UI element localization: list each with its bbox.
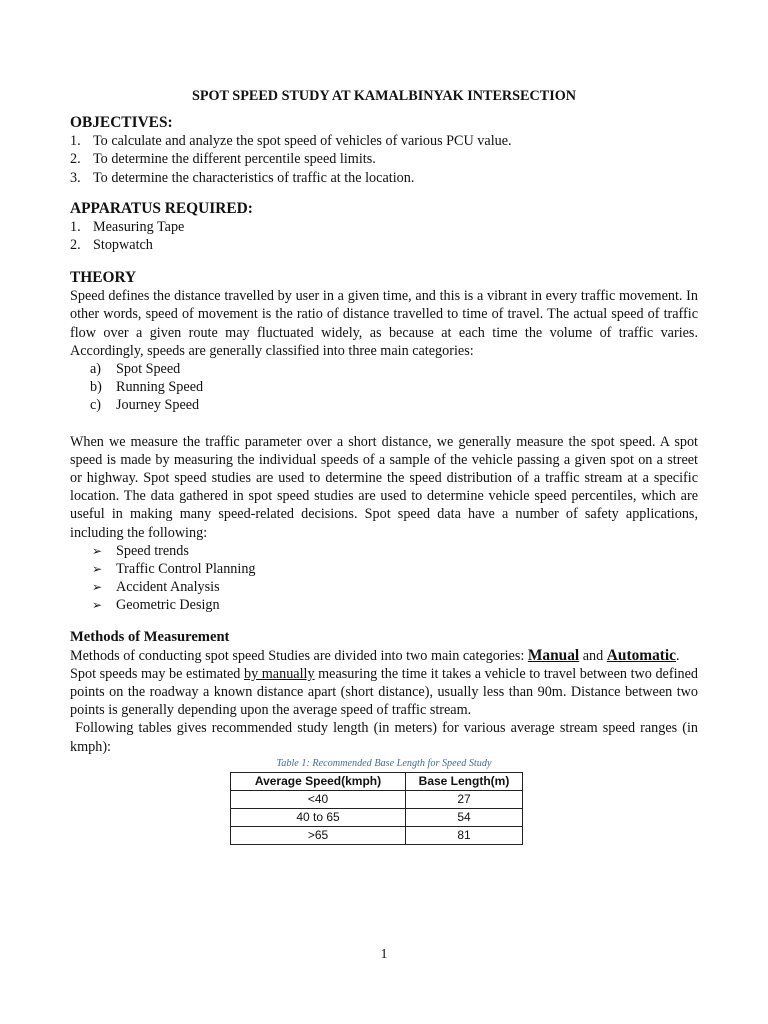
item-text: Running Speed (116, 379, 204, 396)
document-title: SPOT SPEED STUDY AT KAMALBINYAK INTERSECTION (191, 88, 577, 104)
table-cell: 40 to 65 (231, 808, 406, 826)
theory-paragraph-2: When we measure the traffic parameter over a short distance, we generally measure the spot speed. A spot speed is made by measuring the individual speeds of a sample of the vehicle passing a given spot on a street or highway. Spot speed studies are used to determine the speed distribution of a traffic stream at a specific location. The data gathered in spot speed studies are used to determine vehicle speed percentiles, which are useful in making many speed-related decisions. Spot speed data have a number of safety applications, including the following: (70, 433, 698, 541)
item-number: 3. (70, 169, 81, 186)
applications-list (70, 542, 698, 615)
table-cell: 27 (406, 790, 523, 808)
methods-intro-text: Methods of conducting spot speed Studies are divided into two main categories: (70, 647, 528, 664)
methods-heading: Methods of Measurement (70, 628, 230, 645)
arrow-bullet-icon: ➢ (92, 562, 103, 577)
list-item (70, 218, 698, 236)
list-item (70, 132, 698, 150)
methods-text-b: measuring the time it takes a vehicle to travel between two defined points on the roadway a known distance apart (short distance), usually less than 90m. Distance between two points is generally depending upon the average speed of traffic stream. (70, 665, 698, 719)
page-number: 1 (380, 947, 388, 962)
item-text: Traffic Control Planning (116, 561, 256, 578)
item-number: b) (90, 379, 102, 396)
list-item (70, 236, 698, 254)
item-text: Journey Speed (116, 397, 200, 414)
list-item (70, 560, 698, 578)
table-header-cell: Average Speed(kmph) (231, 772, 406, 790)
methods-intro (70, 647, 698, 665)
table-cell: 81 (406, 826, 523, 844)
item-text: To determine the characteristics of traffic at the location. (93, 169, 415, 186)
item-text: Spot Speed (116, 361, 181, 378)
apparatus-heading: APPARATUS REQUIRED: (70, 199, 253, 217)
list-item (70, 396, 698, 414)
item-number: c) (90, 397, 102, 414)
list-item (70, 360, 698, 378)
methods-text-a: Spot speeds may be estimated (70, 665, 244, 682)
list-item (70, 169, 698, 187)
item-text: Accident Analysis (116, 579, 220, 596)
table-row (231, 808, 523, 826)
by-manually-term: by manually (243, 665, 315, 682)
table-cell: >65 (231, 826, 406, 844)
arrow-bullet-icon: ➢ (92, 580, 103, 595)
item-text: Speed trends (116, 542, 189, 559)
period: . (676, 647, 680, 664)
item-text: Measuring Tape (93, 218, 185, 235)
item-number: a) (90, 361, 102, 378)
table-header-row (231, 772, 523, 790)
theory-paragraph-1: Speed defines the distance travelled by user in a given time, and this is a vibrant in every traffic movement. In other words, speed of movement is the ratio of distance travelled to time of travel. The actual speed of traffic flow over a given route may fluctuated widely, as because at each time the volume of traffic varies. Accordingly, speeds are generally classified into three main categories: (70, 288, 698, 359)
manual-term: Manual (527, 646, 580, 664)
item-text: Stopwatch (93, 237, 153, 254)
objectives-list (70, 132, 698, 187)
table-row (231, 790, 523, 808)
item-text: Geometric Design (116, 597, 220, 614)
list-item (70, 542, 698, 560)
item-text: To calculate and analyze the spot speed of vehicles of various PCU value. (93, 133, 512, 150)
automatic-term: Automatic (606, 646, 677, 664)
item-number: 2. (70, 237, 81, 254)
list-item (70, 596, 698, 614)
list-item (70, 578, 698, 596)
item-number: 2. (70, 151, 81, 168)
table-caption: Table 1: Recommended Base Length for Speed Study (276, 757, 492, 769)
item-number: 1. (70, 218, 81, 235)
apparatus-list (70, 218, 698, 254)
table-header-cell: Base Length(m) (406, 772, 523, 790)
methods-paragraph (70, 665, 698, 720)
objectives-heading: OBJECTIVES: (70, 114, 173, 132)
table-cell: <40 (231, 790, 406, 808)
list-item (70, 150, 698, 168)
base-length-table (230, 772, 523, 845)
table-intro-paragraph: Following tables gives recommended study length (in meters) for various average stream speed ranges (in kmph): (70, 720, 702, 755)
list-item (70, 378, 698, 396)
conjunction: and (579, 647, 607, 664)
spacer (70, 415, 698, 433)
item-text: To determine the different percentile speed limits. (93, 151, 376, 168)
item-number: 1. (70, 133, 81, 150)
table-row (231, 826, 523, 844)
page-content (70, 87, 702, 845)
theory-heading: THEORY (70, 269, 137, 287)
speed-categories-list (70, 360, 698, 415)
arrow-bullet-icon: ➢ (92, 598, 103, 613)
arrow-bullet-icon: ➢ (92, 543, 103, 558)
table-cell: 54 (406, 808, 523, 826)
